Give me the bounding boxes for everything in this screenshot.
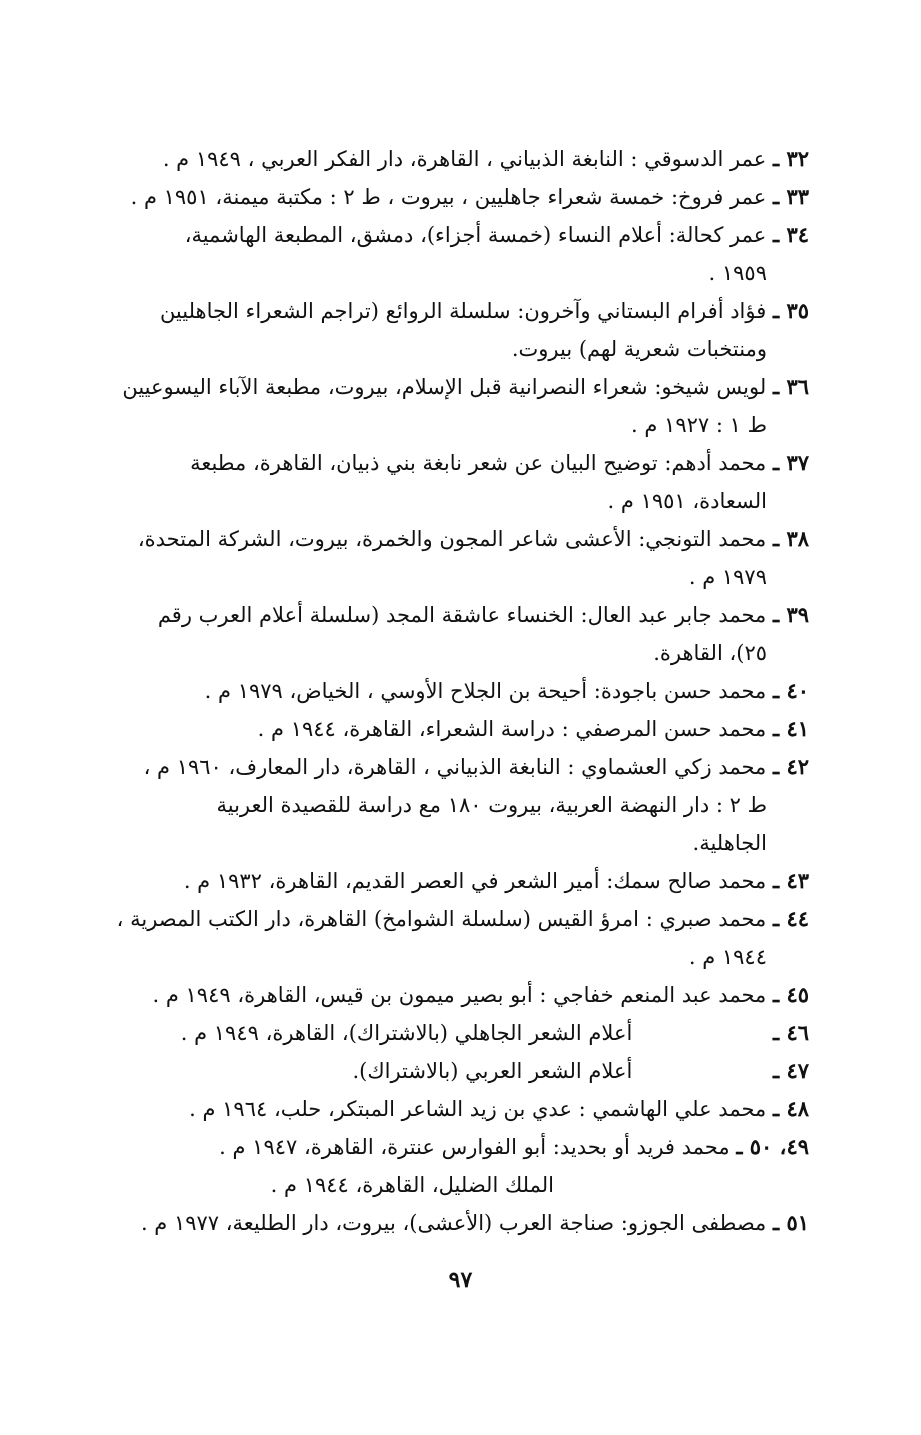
bibliography-entry-49-50 [104, 1128, 809, 1204]
bibliography-entry-42 [104, 748, 809, 862]
page-number: ٩٧ [448, 1267, 473, 1293]
entry-number: ٥١ ـ [772, 1210, 809, 1235]
entry-continuation: ط ١ : ١٩٢٧ م . [631, 413, 767, 437]
entry-number: ٤٠ ـ [772, 678, 809, 703]
entry-number: ٣٢ ـ [772, 146, 809, 171]
bibliography-entry-34 [104, 216, 809, 292]
entry-text: أعلام الشعر العربي (بالاشتراك). [352, 1059, 633, 1083]
entry-text: محمد عبد المنعم خفاجي : أبو بصير ميمون بن قيس، القاهرة، ١٩٤٩ م . [152, 983, 767, 1007]
entry-text: محمد صبري : امرؤ القيس (سلسلة الشوامخ) القاهرة، دار الكتب المصرية ، [116, 907, 767, 931]
entry-continuation: ١٩٧٩ م . [688, 565, 767, 589]
entry-number: ٤٥ ـ [772, 982, 809, 1007]
entry-text: محمد التونجي: الأعشى شاعر المجون والخمرة، بيروت، الشركة المتحدة، [137, 527, 767, 551]
entry-text: عمر فروخ: خمسة شعراء جاهليين ، بيروت ، ط ٢ : مكتبة ميمنة، ١٩٥١ م . [130, 185, 767, 209]
bibliography-list [104, 140, 809, 1242]
bibliography-entry-32 [104, 140, 809, 178]
bibliography-entry-48 [104, 1090, 809, 1128]
bibliography-entry-41 [104, 710, 809, 748]
entry-continuation: الجاهلية. [692, 831, 767, 855]
entry-continuation: الملك الضليل، القاهرة، ١٩٤٤ م . [270, 1173, 554, 1197]
bibliography-entry-40 [104, 672, 809, 710]
entry-number: ٣٨ ـ [772, 526, 809, 551]
entry-number: ٤٧ ـ [772, 1058, 809, 1083]
entry-text: محمد حسن المرصفي : دراسة الشعراء، القاهرة، ١٩٤٤ م . [257, 717, 767, 741]
entry-continuation: ومنتخبات شعرية لهم) بيروت. [511, 337, 767, 361]
entry-text: محمد زكي العشماوي : النابغة الذبياني ، القاهرة، دار المعارف، ١٩٦٠ م ، [143, 755, 767, 779]
entry-number: ٣٤ ـ [772, 222, 809, 247]
entry-text: محمد جابر عبد العال: الخنساء عاشقة المجد (سلسلة أعلام العرب رقم [157, 603, 767, 627]
entry-text: عمر كحالة: أعلام النساء (خمسة أجزاء)، دمشق، المطبعة الهاشمية، [184, 223, 767, 247]
entry-text: لويس شيخو: شعراء النصرانية قبل الإسلام، بيروت، مطبعة الآباء اليسوعيين [122, 375, 767, 399]
bibliography-entry-35 [104, 292, 809, 368]
entry-number: ٤٨ ـ [772, 1096, 809, 1121]
bibliography-entry-39 [104, 596, 809, 672]
bibliography-entry-46 [104, 1014, 809, 1052]
entry-number: ٣٥ ـ [772, 298, 809, 323]
entry-continuation: ٢٥)، القاهرة. [653, 641, 767, 665]
entry-number: ٣٩ ـ [772, 602, 809, 627]
entry-number: ٤٢ ـ [772, 754, 809, 779]
bibliography-entry-33 [104, 178, 809, 216]
entry-number: ٤٣ ـ [772, 868, 809, 893]
bibliography-entry-47 [104, 1052, 809, 1090]
entry-text: محمد حسن باجودة: أحيحة بن الجلاح الأوسي ، الخياض، ١٩٧٩ م . [204, 679, 767, 703]
entry-number: ٤٦ ـ [772, 1020, 809, 1045]
entry-continuation: ١٩٥٩ . [708, 261, 767, 285]
bibliography-entry-51 [104, 1204, 809, 1242]
entry-continuation: ١٩٤٤ م . [688, 945, 767, 969]
entry-text: محمد أدهم: توضيح البيان عن شعر نابغة بني ذبيان، القاهرة، مطبعة [190, 451, 767, 475]
entry-continuation: ط ٢ : دار النهضة العربية، بيروت ١٨٠ مع دراسة للقصيدة العربية [216, 793, 767, 817]
bibliography-entry-38 [104, 520, 809, 596]
bibliography-entry-43 [104, 862, 809, 900]
entry-text: محمد فريد أو بحديد: أبو الفوارس عنترة، القاهرة، ١٩٤٧ م . [219, 1135, 730, 1159]
entry-number: ٣٧ ـ [772, 450, 809, 475]
bibliography-entry-37 [104, 444, 809, 520]
entry-text: محمد علي الهاشمي : عدي بن زيد الشاعر المبتكر، حلب، ١٩٦٤ م . [189, 1097, 767, 1121]
entry-number: ٣٦ ـ [772, 374, 809, 399]
bibliography-entry-45 [104, 976, 809, 1014]
entry-text: فؤاد أفرام البستاني وآخرون: سلسلة الروائع (تراجم الشعراء الجاهليين [159, 299, 767, 323]
bibliography-entry-44 [104, 900, 809, 976]
entry-number: ٤٤ ـ [772, 906, 809, 931]
entry-text: محمد صالح سمك: أمير الشعر في العصر القديم، القاهرة، ١٩٣٢ م . [183, 869, 767, 893]
entry-number: ٤٩، ٥٠ ـ [736, 1134, 809, 1159]
bibliography-entry-36 [104, 368, 809, 444]
entry-number: ٤١ ـ [772, 716, 809, 741]
entry-continuation: السعادة، ١٩٥١ م . [607, 489, 767, 513]
entry-text: عمر الدسوقي : النابغة الذبياني ، القاهرة، دار الفكر العربي ، ١٩٤٩ م . [162, 147, 767, 171]
entry-number: ٣٣ ـ [772, 184, 809, 209]
entry-text: مصطفى الجوزو: صناجة العرب (الأعشى)، بيروت، دار الطليعة، ١٩٧٧ م . [140, 1211, 767, 1235]
entry-text: أعلام الشعر الجاهلي (بالاشتراك)، القاهرة، ١٩٤٩ م . [180, 1021, 633, 1045]
